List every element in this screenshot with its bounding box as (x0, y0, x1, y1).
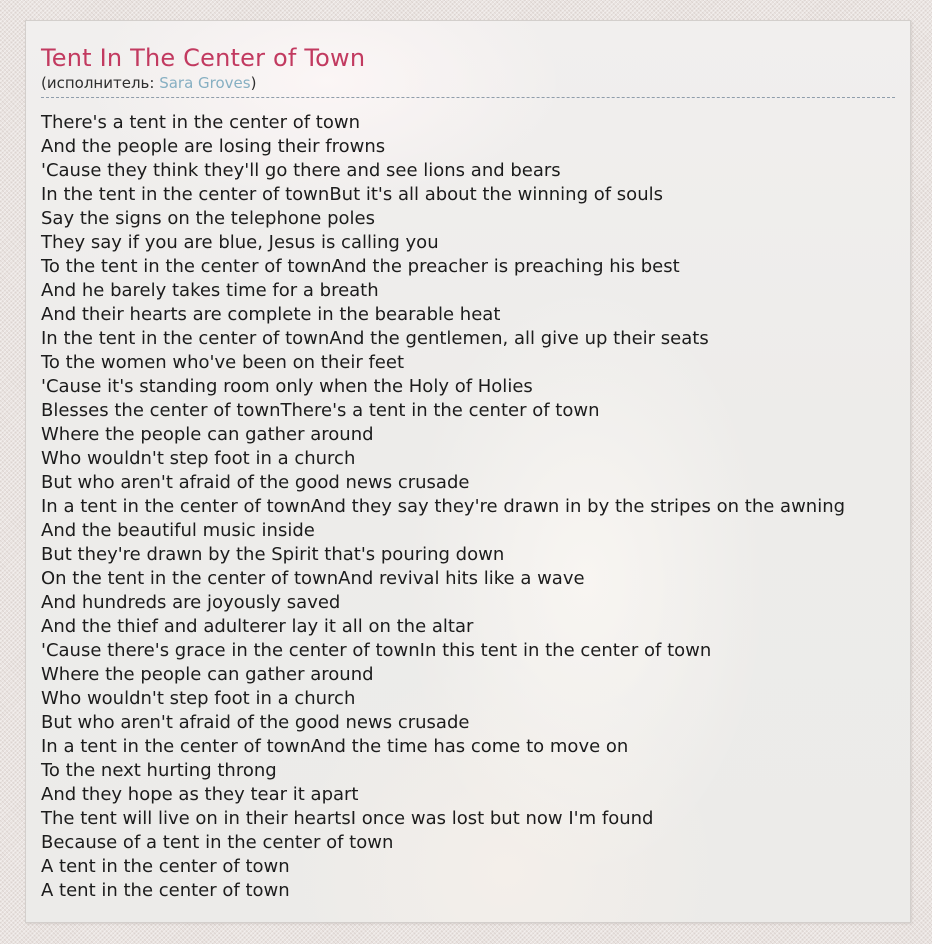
lyric-line: A tent in the center of town (41, 856, 290, 877)
lyric-line: In a tent in the center of townAnd they say they're drawn in by the stripes on the awning (41, 496, 846, 517)
lyric-line: Where the people can gather around (41, 424, 374, 445)
lyric-line: And he barely takes time for a breath (41, 280, 379, 301)
lyric-line: In the tent in the center of townAnd the gentlemen, all give up their seats (41, 328, 709, 349)
lyric-line: 'Cause there's grace in the center of townIn this tent in the center of town (41, 640, 712, 661)
lyric-line: On the tent in the center of townAnd revival hits like a wave (41, 568, 585, 589)
lyric-line: And the beautiful music inside (41, 520, 315, 541)
lyric-line: But who aren't afraid of the good news crusade (41, 712, 470, 733)
artist-label-suffix: ) (250, 74, 257, 92)
lyric-line: To the tent in the center of townAnd the preacher is preaching his best (41, 256, 680, 277)
lyric-line: Where the people can gather around (41, 664, 374, 685)
artist-link[interactable]: Sara Groves (159, 74, 251, 92)
lyric-line: Blesses the center of townThere's a tent in the center of town (41, 400, 600, 421)
lyric-line: To the women who've been on their feet (41, 352, 404, 373)
artist-label-prefix: (исполнитель: (41, 74, 160, 92)
lyric-line: Say the signs on the telephone poles (41, 208, 375, 229)
content-card (25, 20, 911, 923)
lyric-line: And hundreds are joyously saved (41, 592, 341, 613)
lyric-line: There's a tent in the center of town (41, 112, 360, 133)
lyric-line: But who aren't afraid of the good news crusade (41, 472, 470, 493)
lyric-line: The tent will live on in their heartsI once was lost but now I'm found (41, 808, 654, 829)
lyric-line: They say if you are blue, Jesus is calling you (41, 232, 439, 253)
lyrics (41, 111, 895, 903)
page-title: Tent In The Center of Town (41, 44, 366, 72)
dotted-separator (41, 97, 895, 98)
lyric-line: Who wouldn't step foot in a church (41, 688, 356, 709)
lyric-line: In the tent in the center of townBut it's all about the winning of souls (41, 184, 663, 205)
lyric-line: 'Cause they think they'll go there and see lions and bears (41, 160, 561, 181)
artist-line (41, 74, 895, 92)
lyric-line: In a tent in the center of townAnd the time has come to move on (41, 736, 629, 757)
lyric-line: But they're drawn by the Spirit that's pouring down (41, 544, 505, 565)
lyric-line: A tent in the center of town (41, 880, 290, 901)
lyric-line: Who wouldn't step foot in a church (41, 448, 356, 469)
lyric-line: And their hearts are complete in the bearable heat (41, 304, 501, 325)
lyric-line: And the thief and adulterer lay it all on the altar (41, 616, 474, 637)
lyric-line: To the next hurting throng (41, 760, 277, 781)
lyric-line: 'Cause it's standing room only when the Holy of Holies (41, 376, 533, 397)
lyric-line: And the people are losing their frowns (41, 136, 386, 157)
lyric-line: And they hope as they tear it apart (41, 784, 359, 805)
lyric-line: Because of a tent in the center of town (41, 832, 394, 853)
card-inner (26, 21, 910, 903)
